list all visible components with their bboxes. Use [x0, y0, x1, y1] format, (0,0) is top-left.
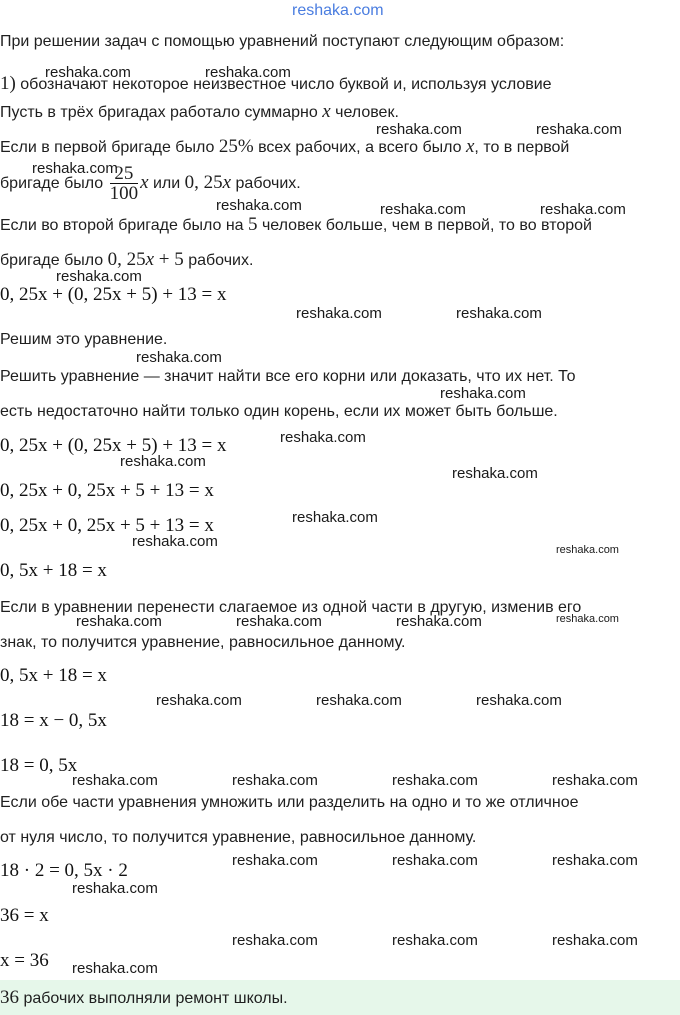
watermark: reshaka.com — [556, 544, 619, 556]
definition-line-1: Решить уравнение — значит найти все его корни или доказать, что их нет. То — [0, 368, 576, 385]
rule1-line-2: знак, то получится уравнение, равносильное данному. — [0, 634, 406, 651]
watermark: reshaka.com — [392, 852, 478, 869]
solve-line: Решим это уравнение. — [0, 331, 168, 348]
equation-6: 0, 5x + 18 = x — [0, 665, 107, 686]
watermark: reshaka.com — [456, 305, 542, 322]
answer-line: 36 рабочих выполняли ремонт школы. — [0, 987, 288, 1008]
watermark: reshaka.com — [552, 932, 638, 949]
watermark: reshaka.com — [376, 121, 462, 138]
watermark: reshaka.com — [316, 692, 402, 709]
step1-line: 1) обозначают некоторое неизвестное число буквой и, используя условие — [0, 73, 552, 94]
watermark: reshaka.com — [452, 465, 538, 482]
watermark: reshaka.com — [392, 932, 478, 949]
watermark: reshaka.com — [552, 772, 638, 789]
equation-5: 0, 5x + 18 = x — [0, 560, 107, 581]
rule1-line-1: Если в уравнении перенести слагаемое из одной части в другую, изменив его — [0, 599, 582, 616]
watermark: reshaka.com — [392, 772, 478, 789]
watermark: reshaka.com — [476, 692, 562, 709]
equation-3: 0, 25x + 0, 25x + 5 + 13 = x — [0, 480, 214, 501]
line-total-workers: Пусть в трёх бригадах работало суммарно x человек. — [0, 101, 399, 122]
watermark: reshaka.com — [132, 533, 218, 550]
watermark: reshaka.com — [216, 197, 302, 214]
watermark: reshaka.com — [280, 429, 366, 446]
watermark: reshaka.com — [232, 932, 318, 949]
rule2-line-2: от нуля число, то получится уравнение, равносильное данному. — [0, 829, 477, 846]
site-header-logo[interactable]: reshaka.com — [292, 2, 384, 19]
intro-line: При решении задач с помощью уравнений поступают следующим образом: — [0, 33, 565, 50]
watermark: reshaka.com — [72, 960, 158, 977]
watermark: reshaka.com — [552, 852, 638, 869]
watermark: reshaka.com — [556, 613, 619, 625]
equation-10: 36 = x — [0, 905, 49, 926]
watermark: reshaka.com — [380, 201, 466, 218]
equation-11: x = 36 — [0, 950, 49, 971]
fraction-25-100: $\frac{25}{100}$ — [109, 163, 139, 205]
definition-line-2: есть недостаточно найти только один корень, если их может быть больше. — [0, 403, 558, 420]
watermark: reshaka.com — [236, 613, 322, 630]
equation-1: 0, 25x + (0, 25x + 5) + 13 = x — [0, 284, 227, 305]
line-second-brigade: Если во второй бригаде было на 5 человек больше, чем в первой, то во второй — [0, 214, 592, 235]
watermark: reshaka.com — [232, 772, 318, 789]
equation-4: 0, 25x + 0, 25x + 5 + 13 = x — [0, 515, 214, 536]
line-first-brigade-count: бригаде было $\frac{25}{100}$ x или 0, 25x рабочих. — [0, 163, 301, 205]
answer-block — [0, 980, 680, 1015]
watermark: reshaka.com — [136, 349, 222, 366]
equation-2: 0, 25x + (0, 25x + 5) + 13 = x — [0, 435, 227, 456]
watermark: reshaka.com — [292, 509, 378, 526]
watermark: reshaka.com — [72, 880, 158, 897]
equation-8: 18 = 0, 5x — [0, 755, 78, 776]
watermark: reshaka.com — [440, 385, 526, 402]
rule2-line-1: Если обе части уравнения умножить или разделить на одно и то же отличное — [0, 794, 579, 811]
equation-9: 18 · 2 = 0, 5x · 2 — [0, 860, 128, 881]
watermark: reshaka.com — [296, 305, 382, 322]
watermark: reshaka.com — [232, 852, 318, 869]
watermark: reshaka.com — [396, 613, 482, 630]
watermark: reshaka.com — [56, 268, 142, 285]
watermark: reshaka.com — [76, 613, 162, 630]
watermark: reshaka.com — [72, 772, 158, 789]
watermark: reshaka.com — [32, 160, 118, 177]
line-second-brigade-count: бригаде было 0, 25x + 5 рабочих. — [0, 249, 254, 270]
watermark: reshaka.com — [536, 121, 622, 138]
watermark: reshaka.com — [45, 64, 131, 81]
watermark: reshaka.com — [156, 692, 242, 709]
equation-7: 18 = x − 0, 5x — [0, 710, 107, 731]
watermark: reshaka.com — [205, 64, 291, 81]
watermark: reshaka.com — [120, 453, 206, 470]
watermark: reshaka.com — [540, 201, 626, 218]
line-first-brigade: Если в первой бригаде было 25% всех рабочих, а всего было x, то в первой — [0, 136, 570, 157]
